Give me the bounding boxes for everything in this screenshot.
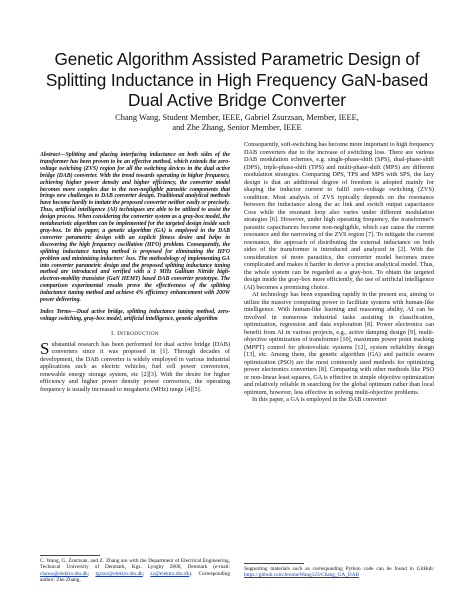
email-separator: ;: [87, 570, 96, 577]
body-paragraph: AI technology has been expanding rapidly in the present era, aiming to utilize the massive computing power to facilitate systems with human-like intelligence. With human-like learning and reasoning ability, AI can be involved in numerous industrial tasks assisting in classification, optimization, regression and data exploration [8]. Power electronics can benefit from AI in various projects, e.g., active damping design [9], multi-objective optimization of transformer [10], maximum power point tracking (MPPT) control for photovoltaic systems [12], system reliability design [13], etc. Among them, the genetic algorithm (GA) and particle swarm optimization (PSO) are the most commonly used methods for optimizing power electronics converters [8]. Comparing with other methods like PSO or non-linear least squares, GA is effective in simple objective optimization and relatively reliable in searching for the global optimum rather than local optimum, however, less effective in solving multi-objective problems.: [244, 291, 434, 396]
email-link-zhang[interactable]: zz@elektro.dtu.dk: [150, 570, 190, 577]
affiliation-tail: ). Corresponding author: Zhe Zhang.: [40, 570, 231, 584]
authors-line-1: Chang Wang, Student Member, IEEE, Gabriel Zsurzsan, Member, IEEE,: [115, 113, 359, 122]
affiliation-text: C. Wang, G. Zsurzsan, and Z. Zhang are with the Department of Electrical Engineering, Technical University of Denmark, Kgs. Lyngby 2800, Denmark (e-mail:: [40, 558, 230, 571]
body-paragraph: Consequently, soft-switching has become more important to high frequency DAB converters due to the increase of switching loss. There are various DAB modulation schemes, e.g. single-phase-shift (SPS), dual-phase-shift (DPS), triple-phase-shift (TPS) and multi-phase-shift (MPS) are different modulation strategies. Comparing DPS, TPS and MPS with SPS, the lazy design is that an additional degree of freedom is adopted mainly for shaping the inductor current to fulfil zero-voltage switching (ZVS) condition. Most analysis of ZVS typically depends on the resonance between the inductance along the ac link and switch output capacitance Coss while the resonant loop also varies under different modulation strategies [6]. However, under high operating frequency, the transformer's parasitic capacitances become non-negligible, which can cause the current resonance and the narrowing of the ZVS region [7]. To mitigate the current resonance, the approach of distributing the external inductance on both sides of the transformer is introduced and analyzed in [2]. With the consideration of more parasitics, the converter model becomes more complicated and makes it harder to derive a precise analytical model. Thus, the whole system can be regarded as a gray-box. To obtain the targeted design inside the gray-box more efficiently, the use of artificial intelligence (AI) becomes a promising choice.: [244, 141, 434, 291]
right-column: [244, 141, 434, 404]
paper-title: Genetic Algorithm Assisted Parametric Design of Splitting Inductance in High Frequency GaN-based Dual Active Bridge Converter: [45, 49, 429, 111]
email-link-wang[interactable]: chawa@elektro.dtu.dk: [40, 570, 88, 577]
email-link-zsurzsan[interactable]: tgzsur@elektro.dtu.dk: [95, 570, 143, 577]
index-terms: [40, 309, 230, 323]
section-number: I.: [111, 330, 116, 337]
affiliation-footnote: [40, 558, 230, 584]
footnote-rule-right: [244, 563, 304, 564]
intro-paragraph: [40, 338, 230, 394]
abstract: [40, 152, 230, 304]
section-heading-rest: NTRODUCTION: [119, 331, 159, 337]
index-terms-text: —Dual active bridge, splitting inductance tuning method, zero-voltage switching, gray-box model, artificial intelligence, genetic algorithm: [40, 308, 230, 322]
section-heading-introduction: [40, 331, 230, 337]
authors-line-2: and Zhe Zhang, Senior Member, IEEE: [172, 123, 302, 133]
author-block: [30, 113, 444, 134]
supporting-materials-footnote: [244, 566, 434, 579]
drop-cap: S: [40, 338, 50, 358]
intro-paragraph-text: ubstantial research has been performed for dual active bridge (DAB) converters since it was proposed in [1]. Through decades of development, the DAB converter is widely employed in various industrial applications such as electric vehicles, fuel cell power conversion, renewable energy storage system, etc [2][3]. With the desire for higher efficiency and higher power density power converters, the operating frequency is usually increased to megahertz (MHz) range [4][5].: [40, 340, 230, 393]
email-separator: ;: [142, 570, 151, 577]
section-heading-first: I: [117, 330, 120, 337]
left-column: [40, 152, 230, 393]
github-link[interactable]: https://github.com/JeromeWang123/Chang_GA_DAB: [244, 572, 360, 579]
abstract-lead: Abstract: [40, 152, 60, 158]
body-paragraph: In this paper, a GA is employed in the DAB converter: [252, 396, 387, 403]
index-terms-lead: Index Terms: [40, 308, 71, 315]
abstract-text: —Splitting and placing interfacing inductance on both sides of the transformer has been proven to be an effective method, which extends the zero-voltage switching (ZVS) region for all the switching devices in the dual active bridge (DAB) converter. With the trend towards operating in higher frequency, achieving higher power density and higher efficiency, the converter model becomes more complex due to the non-negligible parasitic components that brings new challenges to DAB converter design. Traditional analytical methods have become hardly to imitate the proposed converter neither easily or precisely. Thus, artificial intelligence (AI) techniques are able to be utilized to assist the design process. When considering the converter system as a gray-box model, the metaheuristic algorithm can be implemented for the targeted design inside such gray-box. In this paper, a genetic algorithm (GA) is employed in the DAB converter parametric design with an explicit fitness desire and helps in discovering the high frequency oscillation (HFO) problem. Consequently, the splitting inductance tuning method is proposed for eliminating the HFO problem and minimizing inductors' loss. The methodology of implementing GA into converter parametric design and the proposed splitting inductance tuning method are introduced and verified with a 1 MHz Gallium Nitride high-electron-mobility transistor (GaN HEMT) based DAB converter prototype. The comparison experimental results prove the effectiveness of the splitting inductance tuning method and achieve 4% efficiency enhancement with 200W power delivering.: [40, 152, 230, 304]
footnote-rule-left: [40, 555, 100, 556]
supporting-text: Supporting materials such as corresponding Python code can be found in GitHub:: [244, 566, 434, 572]
